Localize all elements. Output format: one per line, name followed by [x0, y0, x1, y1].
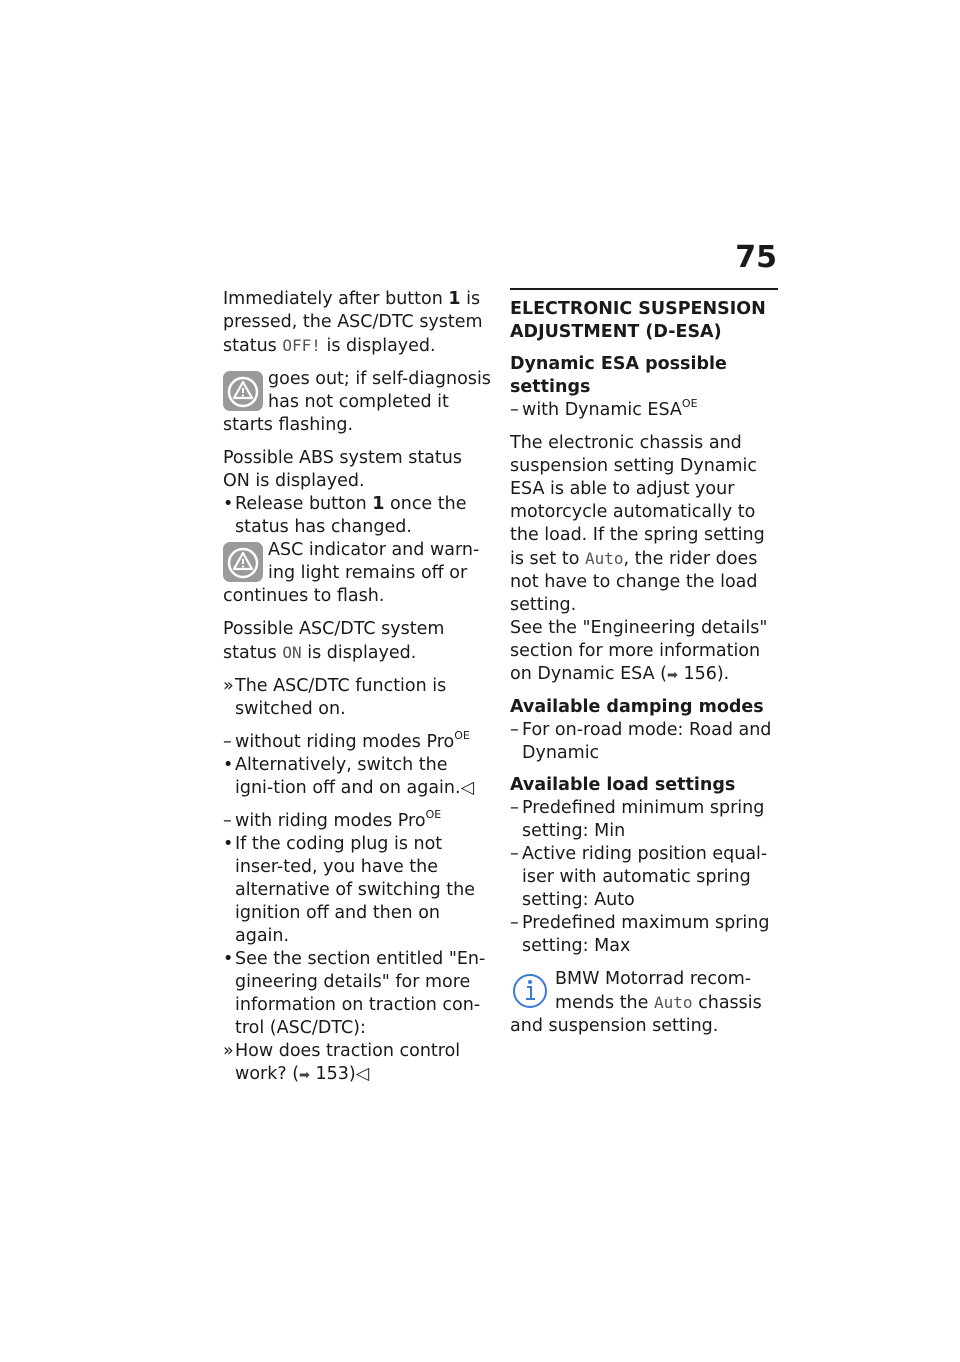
- variant-line: – with riding modes Pro$^{OE}$: [223, 808, 442, 831]
- asc-warning-light-icon: [223, 371, 263, 411]
- list-item: – Predefined maximum spring setting: Max: [510, 913, 770, 956]
- bullet-item: • Alternatively, switch the igni-tion off and on again.◁: [223, 755, 475, 798]
- subsection-title: Available load settings: [510, 775, 736, 795]
- page-number: 75: [735, 240, 777, 275]
- subsection-title: Available damping modes: [510, 697, 764, 717]
- warning-note: goes out; if self-diagnosis has not completed it starts flashing.: [223, 369, 491, 435]
- tip-note: BMW Motorrad recom- mends the Auto chassis and suspension setting.: [510, 969, 762, 1036]
- right-column: [510, 288, 778, 1038]
- asc-warning-light-icon: [223, 542, 263, 582]
- page-reference-arrow-icon: ➡: [299, 1068, 310, 1083]
- list-item: – Predefined minimum spring setting: Min: [510, 798, 765, 841]
- info-icon: [510, 971, 550, 1011]
- bullet-item: • Release button 1 once the status has changed.: [223, 494, 467, 537]
- paragraph: The electronic chassis and suspension setting Dynamic ESA is able to adjust your motorcycle automatically to the load. If the spring setting is set to Auto, the rider does not have to change the load setting.: [510, 433, 765, 615]
- page-reference-link[interactable]: 156: [683, 664, 717, 684]
- paragraph: Immediately after button 1 is pressed, the ASC/DTC system status OFF! is displayed.: [223, 289, 483, 356]
- warning-note: ASC indicator and warn- ing light remains off or continues to flash.: [223, 540, 480, 606]
- left-column: [223, 288, 491, 1087]
- page-reference-arrow-icon: ➡: [666, 668, 678, 683]
- variant-line: – with Dynamic $ESA^{OE}$: [510, 397, 698, 420]
- bullet-item: • See the section entitled "En-gineering details" for more information on traction con-trol (ASC/DTC):: [223, 949, 486, 1038]
- bullet-item: • If the coding plug is not inser-ted, you have the alternative of switching the ignition off and then on again.: [223, 834, 475, 946]
- paragraph: Possible ABS system status ON is displayed.: [223, 448, 462, 491]
- result-item: » How does traction control work? (➡ 153)◁: [223, 1041, 461, 1084]
- subsection-title: Dynamic ESA possible settings: [510, 354, 727, 397]
- variant-line: – without riding modes Pro$^{OE}$: [223, 729, 470, 752]
- list-item: – For on-road mode: Road and Dynamic: [510, 720, 772, 763]
- list-item: – Active riding position equal-iser with automatic spring setting: Auto: [510, 844, 768, 910]
- paragraph: See the "Engineering details" section for more information on Dynamic ESA (➡ 156).: [510, 618, 768, 684]
- paragraph: Possible ASC/DTC system status ON is displayed.: [223, 619, 445, 663]
- section-title: ELECTRONIC SUSPENSION ADJUSTMENT (D-ESA): [510, 288, 778, 344]
- page-reference-link[interactable]: 153: [315, 1064, 349, 1084]
- result-item: » The ASC/DTC function is switched on.: [223, 676, 447, 719]
